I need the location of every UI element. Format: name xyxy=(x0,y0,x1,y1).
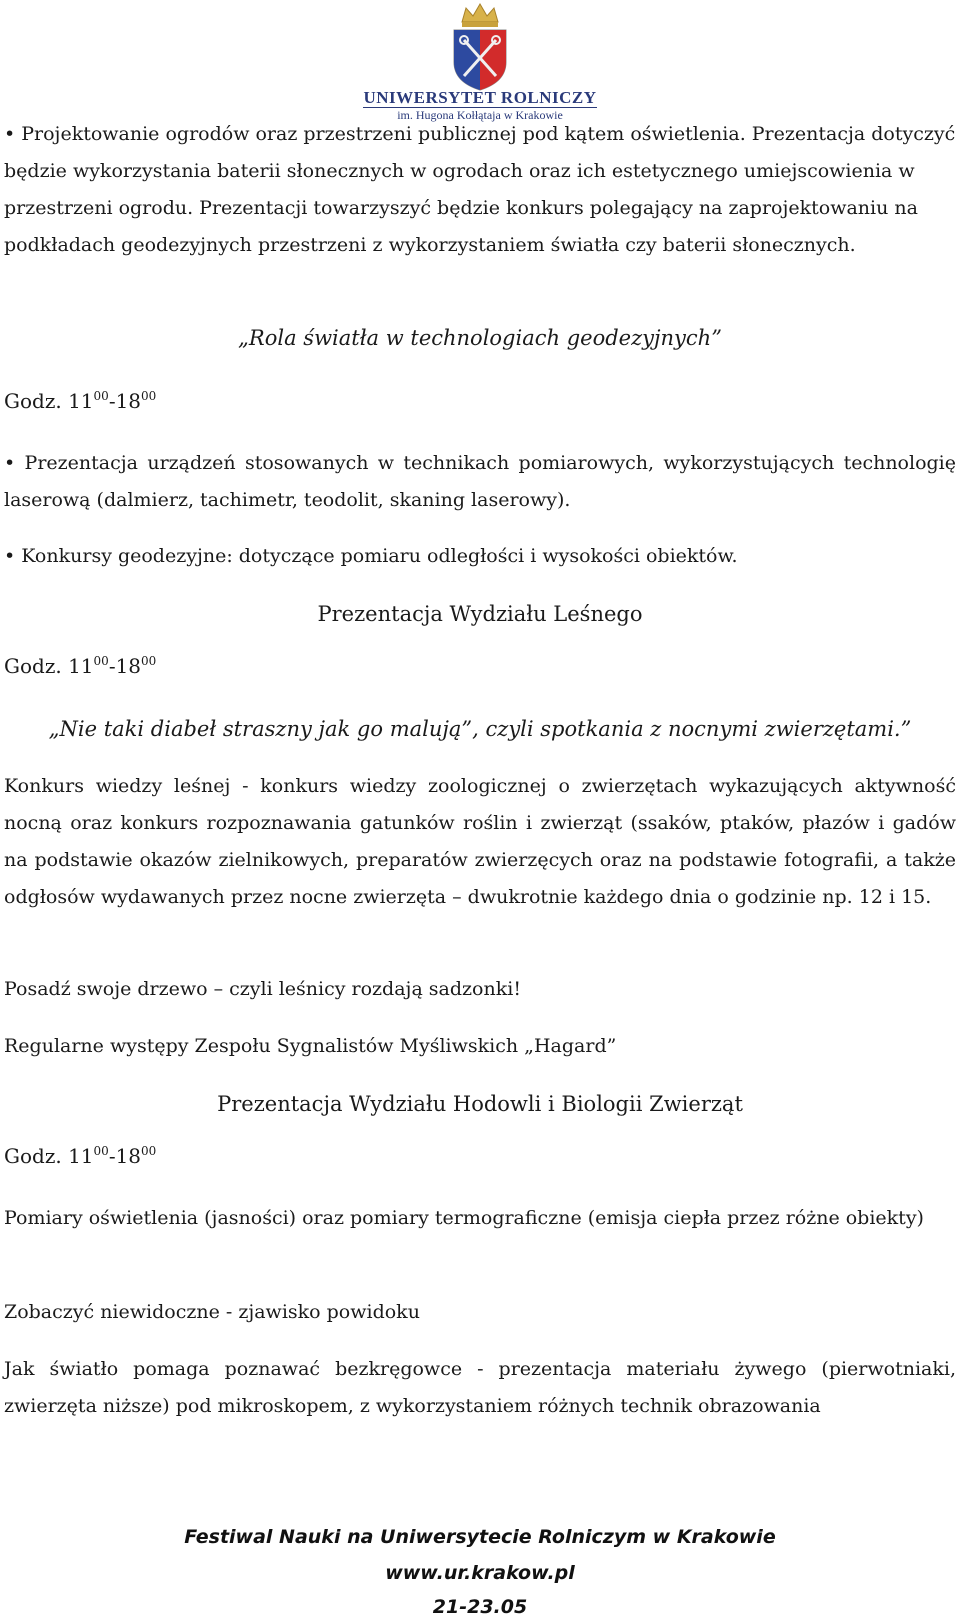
paragraph-hagard: Regularne występy Zespołu Sygnalistów Myśliwskich „Hagard” xyxy=(4,1035,617,1057)
heading-animal-faculty: Prezentacja Wydziału Hodowli i Biologii Zwierząt xyxy=(217,1092,743,1116)
footer-website: www.ur.krakow.pl xyxy=(385,1562,575,1584)
paragraph-forest-contest: Konkurs wiedzy leśnej - konkurs wiedzy zoologicznej o zwierzętach wykazujących aktywność nocną oraz konkurs rozpoznawania gatunków roślin i zwierząt (ssaków, ptaków, płazów i gadów na podstawie okazów zielnikowych, preparatów zwierzęcych oraz na podstawie fotografii, a także odgłosów wydawanych przez nocne zwierzęta – dwukrotnie każdego dnia o godzinie np. 12 i 15. xyxy=(4,775,956,908)
paragraph-geodesy-contests: • Konkursy geodezyjne: dotyczące pomiaru odległości i wysokości obiektów. xyxy=(4,545,738,567)
heading-forestry-faculty: Prezentacja Wydziału Leśnego xyxy=(317,602,643,626)
time-mid: -18 xyxy=(108,654,142,678)
time-prefix: Godz. 11 xyxy=(4,1144,94,1168)
paragraph-thermography: Pomiary oświetlenia (jasności) oraz pomiary termograficzne (emisja ciepła przez różne obiekty) xyxy=(4,1207,924,1229)
heading-geodesy-light: „Rola światła w technologiach geodezyjnych” xyxy=(238,326,722,350)
time-sup-end: 00 xyxy=(141,654,157,668)
footer-festival-title: Festiwal Nauki na Uniwersytecie Rolniczym w Krakowie xyxy=(184,1526,776,1548)
time-prefix: Godz. 11 xyxy=(4,654,94,678)
university-crest-icon xyxy=(448,0,512,92)
schedule-time xyxy=(4,1133,956,1175)
time-mid: -18 xyxy=(108,1144,142,1168)
paragraph-plant-tree: Posadź swoje drzewo – czyli leśnicy rozdają sadzonki! xyxy=(4,978,521,1000)
time-sup-end: 00 xyxy=(141,389,157,403)
time-sup-start: 00 xyxy=(93,654,109,668)
time-mid: -18 xyxy=(108,389,142,413)
schedule-time xyxy=(4,378,956,420)
schedule-time xyxy=(4,643,956,685)
paragraph-laser-devices: • Prezentacja urządzeń stosowanych w technikach pomiarowych, wykorzystujących technologię laserową (dalmierz, tachimetr, teodolit, skaning laserowy). xyxy=(4,452,956,511)
university-name: UNIWERSYTET ROLNICZY xyxy=(363,88,597,107)
paragraph-invertebrates: Jak światło pomaga poznawać bezkręgowce - prezentacja materiału żywego (pierwotniaki, zwierzęta niższe) pod mikroskopem, z wykorzystaniem różnych technik obrazowania xyxy=(4,1358,956,1417)
paragraph-garden-lighting: • Projektowanie ogrodów oraz przestrzeni publicznej pod kątem oświetlenia. Prezentacja dotyczyć będzie wykorzystania baterii słonecznych w ogrodach oraz ich estetycznego umiejscowienia w przestrzeni ogrodu. Prezentacji towarzyszyć będzie konkurs polegający na zaprojektowaniu na podkładach geodezyjnych przestrzeni z wykorzystaniem światła czy baterii słonecznych. xyxy=(4,123,956,256)
time-sup-start: 00 xyxy=(93,1144,109,1158)
time-prefix: Godz. 11 xyxy=(4,389,94,413)
time-sup-end: 00 xyxy=(141,1144,157,1158)
time-sup-start: 00 xyxy=(93,389,109,403)
footer-dates: 21-23.05 xyxy=(432,1596,528,1618)
subheading-night-animals: „Nie taki diabeł straszny jak go malują”, czyli spotkania z nocnymi zwierzętami.” xyxy=(48,717,912,741)
paragraph-afterimage: Zobaczyć niewidoczne - zjawisko powidoku xyxy=(4,1301,420,1323)
university-subtitle: im. Hugona Kołłątaja w Krakowie xyxy=(397,108,563,122)
